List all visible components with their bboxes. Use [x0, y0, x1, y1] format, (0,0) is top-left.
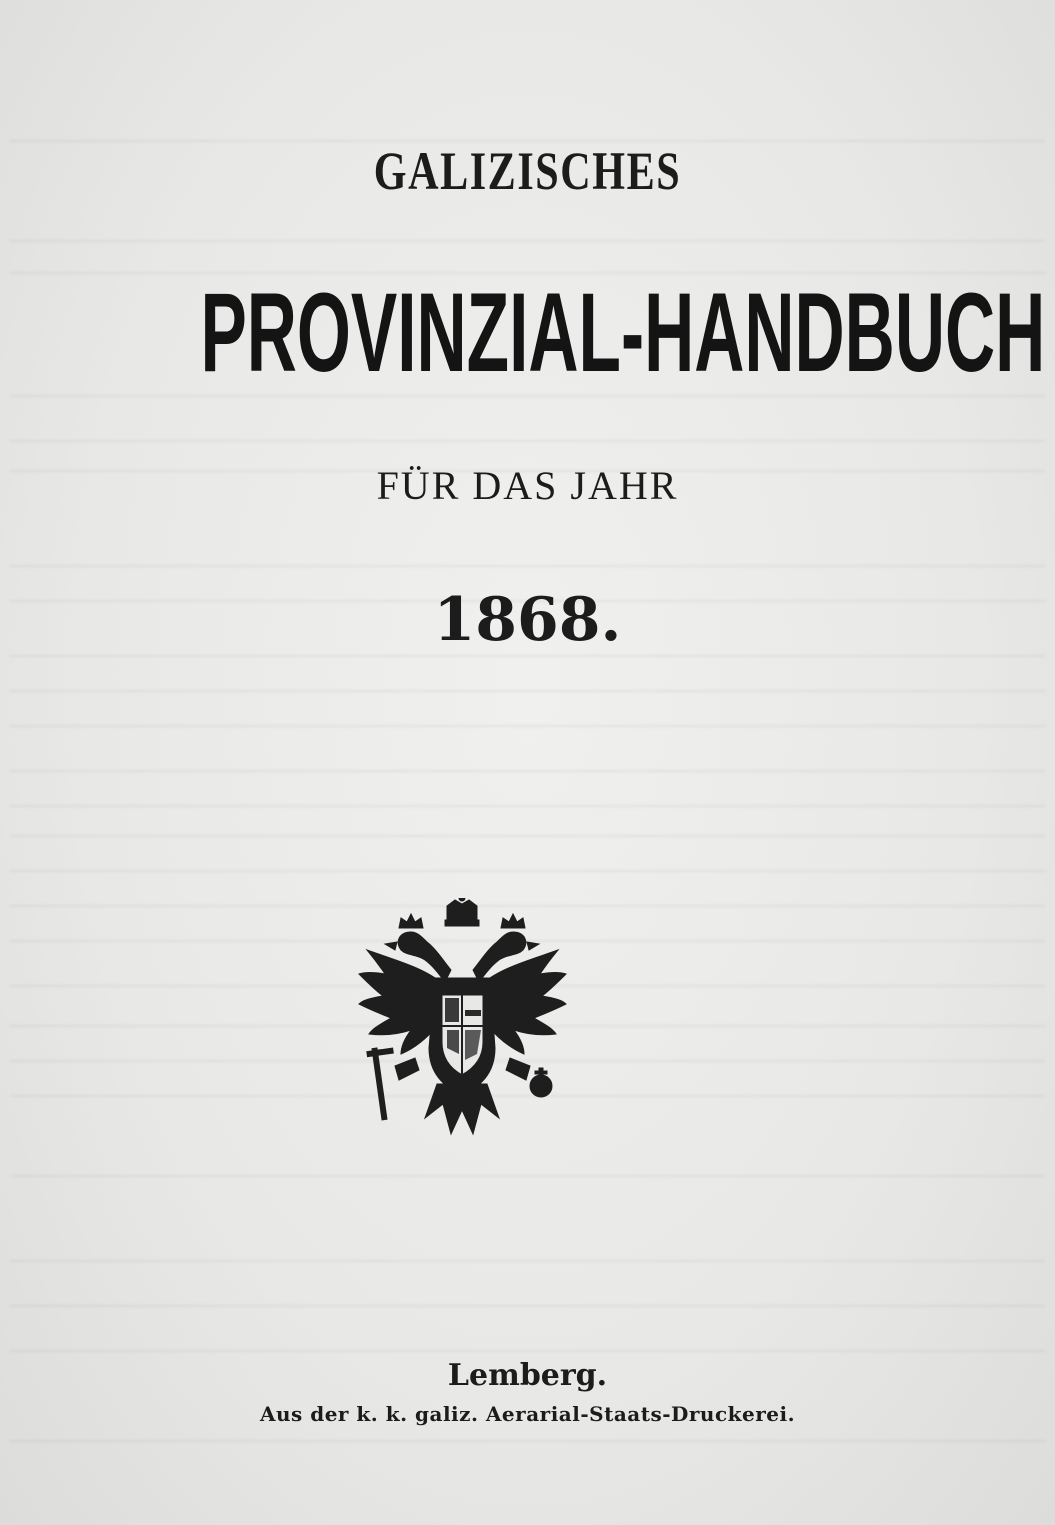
printer-imprint: Aus der k. k. galiz. Aerarial-Staats-Druckerei.	[259, 1402, 796, 1426]
title-line-provinzial-handbuch: PROVINZIAL-HANDBUCH	[200, 270, 1046, 395]
double-headed-eagle-icon	[355, 898, 570, 1143]
title-line-galizisches: GALIZISCHES	[373, 141, 682, 201]
year: 1868.	[433, 585, 622, 655]
place-of-publication: Lemberg.	[447, 1358, 608, 1393]
title-line-fuer-das-jahr: FÜR DAS JAHR	[376, 463, 679, 508]
